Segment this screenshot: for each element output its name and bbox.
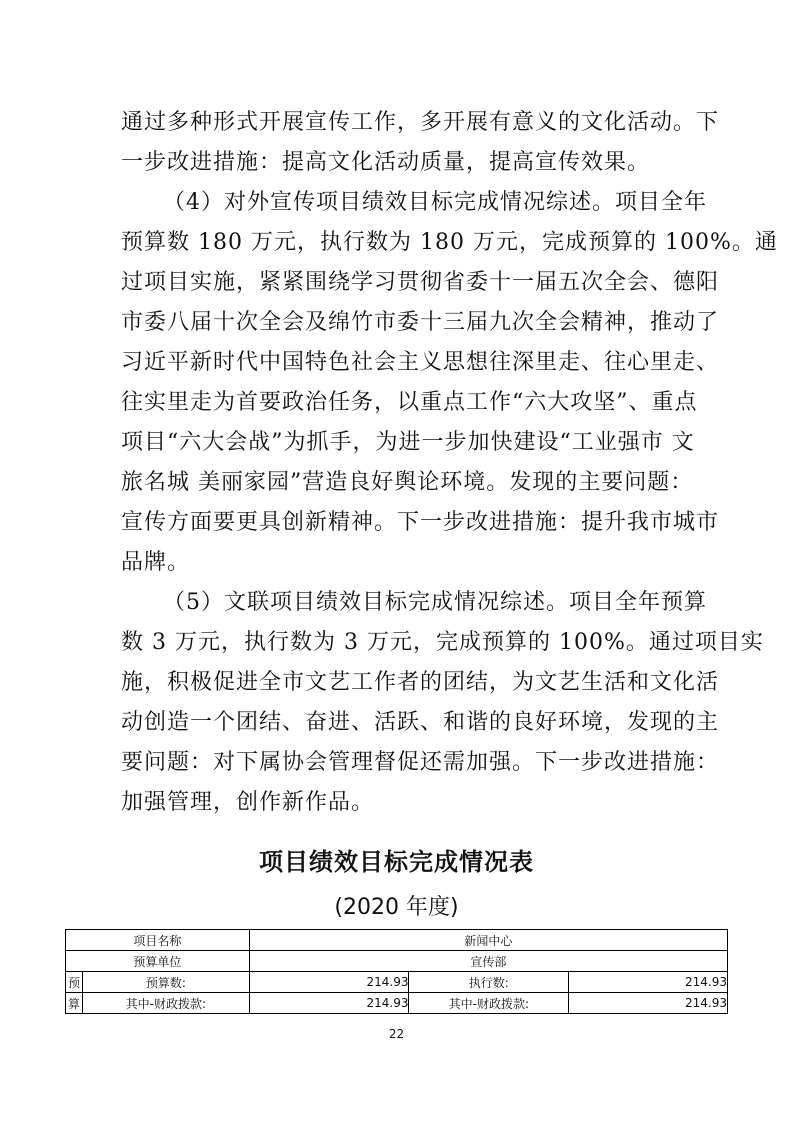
- exec-value: 214.93: [569, 972, 728, 993]
- text-line: 往实里走为首要政治任务，以重点工作“六大攻坚”、重点: [121, 390, 698, 415]
- text-line: 预算数 180 万元，执行数为 180 万元，完成预算的 100%。通: [121, 230, 778, 255]
- fiscal-label-2: 其中-财政拨款:: [409, 993, 569, 1014]
- performance-table: [65, 929, 728, 1014]
- text-line: 施，积极促进全市文艺工作者的团结，为文艺生活和文化活: [121, 670, 720, 695]
- exec-label: 执行数:: [409, 972, 569, 993]
- budget-unit-label: 预算单位: [66, 951, 250, 972]
- text-line: 项目“六大会战”为抓手，为进一步加快建设“工业强市 文: [121, 430, 695, 455]
- table-row: [66, 951, 728, 972]
- text-line: 习近平新时代中国特色社会主义思想往深里走、往心里走、: [121, 350, 720, 375]
- table-title: 项目绩效目标完成情况表: [259, 848, 534, 876]
- text-line: 动创造一个团结、奋进、活跃、和谐的良好环境，发现的主: [121, 710, 720, 735]
- text-line: 市委八届十次全会及绵竹市委十三届九次全会精神，推动了: [121, 310, 720, 335]
- fiscal-label-1: 其中-财政拨款:: [82, 993, 249, 1014]
- side-label-1: 预: [66, 972, 83, 993]
- text-line: 品牌。: [121, 550, 191, 575]
- text-line: 数 3 万元，执行数为 3 万元，完成预算的 100%。通过项目实: [121, 630, 764, 655]
- text-line: 一步改进措施：提高文化活动质量，提高宣传效果。: [121, 150, 651, 175]
- text-line: 要问题：对下属协会管理督促还需加强。下一步改进措施：: [121, 750, 720, 775]
- text-line: 加强管理，创作新作品。: [121, 790, 375, 815]
- table-row: [66, 993, 728, 1014]
- fiscal-value-1: 214.93: [249, 993, 409, 1014]
- table-year: (2020 年度): [334, 895, 459, 920]
- text-line: 宣传方面要更具创新精神。下一步改进措施：提升我市城市: [121, 510, 720, 535]
- side-label-2: 算: [66, 993, 83, 1014]
- text-line: （5）文联项目绩效目标完成情况综述。项目全年预算: [163, 590, 707, 615]
- text-line: 通过多种形式开展宣传工作，多开展有意义的文化活动。下: [121, 110, 720, 135]
- text-line: （4）对外宣传项目绩效目标完成情况综述。项目全年: [163, 190, 707, 215]
- project-name-value: 新闻中心: [249, 930, 727, 951]
- page-number: 22: [388, 1027, 405, 1041]
- budget-unit-value: 宣传部: [249, 951, 727, 972]
- budget-label: 预算数:: [82, 972, 249, 993]
- table-row: [66, 972, 728, 993]
- table-row: [66, 930, 728, 951]
- fiscal-value-2: 214.93: [569, 993, 728, 1014]
- text-line: 过项目实施，紧紧围绕学习贯彻省委十一届五次全会、德阳: [121, 270, 720, 295]
- project-name-label: 项目名称: [66, 930, 250, 951]
- text-line: 旅名城 美丽家园”营造良好舆论环境。发现的主要问题：: [121, 470, 694, 495]
- budget-value: 214.93: [249, 972, 409, 993]
